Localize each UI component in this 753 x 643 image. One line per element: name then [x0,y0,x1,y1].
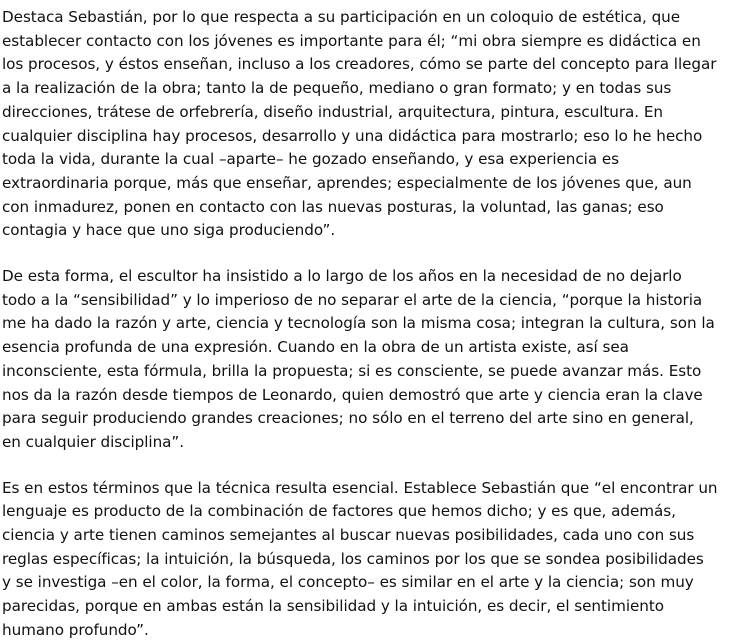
paragraph-3-line-6: parecidas, porque en ambas están la sensibilidad y la intuición, es decir, el sentimiento [2,597,664,616]
paragraph-1-line-3: los procesos, y éstos enseñan, incluso a los creadores, cómo se parte del concepto para llegar [2,55,717,74]
paragraph-1-line-7: toda la vida, durante la cual –aparte– he gozado enseñando, y esa experiencia es [2,150,620,169]
paragraph-2-line-6: nos da la razón desde tiempos de Leonardo, quien demostró que arte y ciencia eran la clave [2,385,703,404]
article-paragraph-3 [2,477,753,643]
paragraph-3-line-1: Es en estos términos que la técnica resulta esencial. Establece Sebastián que “el encontrar un [2,478,718,497]
paragraph-2-line-1: De esta forma, el escultor ha insistido a lo largo de los años en la necesidad de no dejarlo [2,267,682,286]
paragraph-1-line-2: establecer contacto con los jóvenes es importante para él; “mi obra siempre es didáctica en [2,31,701,50]
paragraph-3-line-2: lenguaje es producto de la combinación de factores que hemos dicho; y es que, además, [2,502,676,521]
paragraph-3-line-3: ciencia y arte tienen caminos semejantes al buscar nuevas posibilidades, cada uno con sus [2,526,695,545]
paragraph-1-line-6: cualquier disciplina hay procesos, desarrollo y una didáctica para mostrarlo; eso lo he hecho [2,126,703,145]
article-paragraph-1 [2,6,753,243]
paragraph-2-line-8: en cualquier disciplina”. [2,432,185,451]
paragraph-3-line-5: y se investiga –en el color, la forma, el concepto– es similar en el arte y la ciencia; son muy [2,573,694,592]
paragraph-1-line-10: contagia y hace que uno siga produciendo”. [2,221,336,240]
paragraph-1-line-4: a la realización de la obra; tanto la de pequeño, mediano o gran formato; y en todas sus [2,79,672,98]
paragraph-1-line-1: Destaca Sebastián, por lo que respecta a su participación en un coloquio de estética, que [2,8,681,26]
paragraph-1-line-5: direcciones, trátese de orfebrería, diseño industrial, arquitectura, pintura, escultura. En [2,102,663,121]
paragraph-1-line-8: extraordinaria porque, más que enseñar, aprendes; especialmente de los jóvenes que, aun [2,173,692,192]
paragraph-2-line-3: me ha dado la razón y arte, ciencia y tecnología son la misma cosa; integran la cultura, son la [2,314,715,333]
paragraph-2-line-2: todo a la “sensibilidad” y lo imperioso de no separar el arte de la ciencia, “porque la historia [2,290,703,309]
paragraph-3-line-7: humano profundo”. [2,620,149,639]
paragraph-3-line-4: reglas específicas; la intuición, la búsqueda, los caminos por los que se sondea posibilidades [2,549,704,568]
paragraph-2-line-7: para seguir produciendo grandes creaciones; no sólo en el terreno del arte sino en general, [2,409,694,428]
paragraph-2-line-4: esencia profunda de una expresión. Cuando en la obra de un artista existe, así sea [2,338,629,357]
paragraph-1-line-9: con inmadurez, ponen en contacto con las nuevas posturas, la voluntad, las ganas; eso [2,197,664,216]
paragraph-2-line-5: inconsciente, esta fórmula, brilla la propuesta; si es consciente, se puede avanzar más. Esto [2,361,702,380]
article-paragraph-2 [2,265,753,455]
